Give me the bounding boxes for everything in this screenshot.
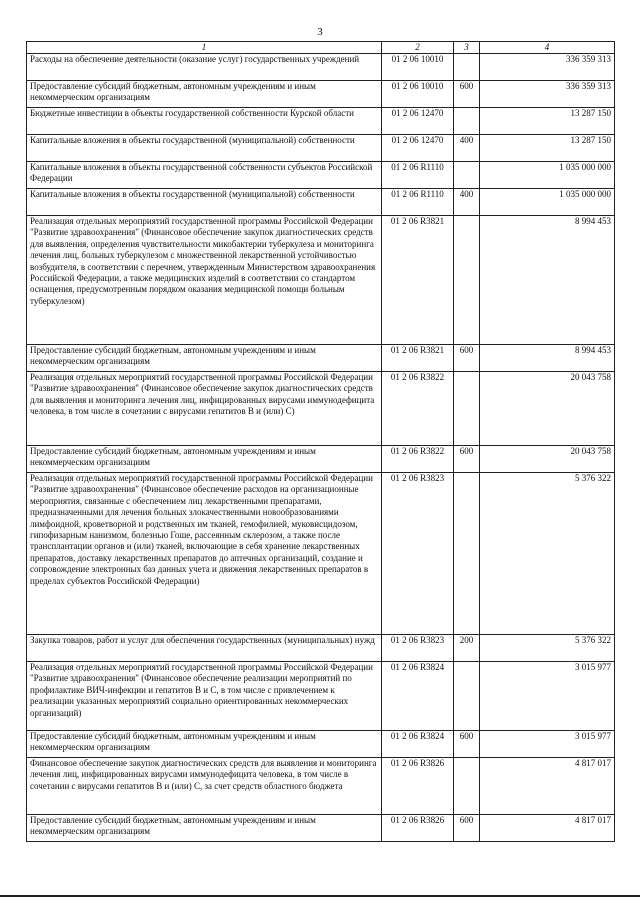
row-type: 600 — [454, 815, 480, 842]
table-row — [27, 815, 615, 842]
row-type — [454, 162, 480, 189]
header-row — [27, 42, 615, 54]
table-row — [27, 162, 615, 189]
row-amount: 20 043 758 — [480, 446, 615, 473]
row-name: Капитальные вложения в объекты государственной (муниципальной) собственности — [27, 189, 382, 216]
row-name: Предоставление субсидий бюджетным, автономным учреждениям и иным некоммерческим организациям — [27, 81, 382, 108]
budget-table — [26, 41, 615, 842]
table-row — [27, 189, 615, 216]
table-row — [27, 731, 615, 758]
row-type: 600 — [454, 446, 480, 473]
row-name: Предоставление субсидий бюджетным, автономным учреждениям и иным некоммерческим организациям — [27, 446, 382, 473]
row-amount: 3 015 977 — [480, 662, 615, 731]
table-row — [27, 758, 615, 815]
row-amount: 13 287 150 — [480, 135, 615, 162]
row-amount: 336 359 313 — [480, 81, 615, 108]
row-type — [454, 372, 480, 446]
row-amount: 336 359 313 — [480, 54, 615, 81]
table-row — [27, 345, 615, 372]
row-code: 01 2 06 12470 — [382, 108, 454, 135]
row-amount: 8 994 453 — [480, 345, 615, 372]
row-amount: 4 817 017 — [480, 758, 615, 815]
row-name: Реализация отдельных мероприятий государственной программы Российской Федерации "Развитие здравоохранения" (Финансовое обеспечение реализации мероприятий по профилактике ВИЧ-инфекции и гепатитов B и C, в том числе с привлечением к реализации указанных мероприятий социально ориентированных некоммерческих организаций) — [27, 662, 382, 731]
row-type — [454, 758, 480, 815]
table-row — [27, 216, 615, 345]
row-amount: 13 287 150 — [480, 108, 615, 135]
row-name: Расходы на обеспечение деятельности (оказание услуг) государственных учреждений — [27, 54, 382, 81]
table-row — [27, 446, 615, 473]
header-col-code: 2 — [382, 42, 454, 54]
row-code: 01 2 06 10010 — [382, 54, 454, 81]
row-code: 01 2 06 12470 — [382, 135, 454, 162]
row-type — [454, 473, 480, 635]
row-type — [454, 108, 480, 135]
row-code: 01 2 06 R1110 — [382, 162, 454, 189]
row-name: Предоставление субсидий бюджетным, автономным учреждениям и иным некоммерческим организациям — [27, 815, 382, 842]
table-row — [27, 662, 615, 731]
row-name: Реализация отдельных мероприятий государственной программы Российской Федерации "Развитие здравоохранения" (Финансовое обеспечение расходов на организационные мероприятия, связанные с обеспечением лиц лекарственными препаратами, предназначенными для лечения больных злокачественными новообразованиями лимфоидной, кроветворной и родственных им тканей, гемофилией, муковисцидозом, гипофизарным нанизмом, болезнью Гоше, рассеянным склерозом, а также после трансплантации органов и (или) тканей, включающие в себя хранение лекарственных препаратов, доставку лекарственных препаратов до аптечных организаций, создание и сопровождение электронных баз данных учета и движения лекарственных препаратов в пределах субъектов Российской Федерации) — [27, 473, 382, 635]
row-type — [454, 54, 480, 81]
row-type — [454, 216, 480, 345]
row-code: 01 2 06 R3823 — [382, 473, 454, 635]
row-code: 01 2 06 R3824 — [382, 662, 454, 731]
header-col-type: 3 — [454, 42, 480, 54]
table-row — [27, 81, 615, 108]
header-col-amount: 4 — [480, 42, 615, 54]
row-name: Финансовое обеспечение закупок диагностических средств для выявления и мониторинга лечения лиц, инфицированных вирусами иммунодефицита человека, в том числе в сочетании с вирусами гепатитов B и (или) C, за счет средств областного бюджета — [27, 758, 382, 815]
row-name: Бюджетные инвестиции в объекты государственной собственности Курской области — [27, 108, 382, 135]
row-code: 01 2 06 R3826 — [382, 758, 454, 815]
header-col-name: 1 — [27, 42, 382, 54]
table-row — [27, 54, 615, 81]
row-type: 600 — [454, 345, 480, 372]
row-type — [454, 662, 480, 731]
row-code: 01 2 06 R1110 — [382, 189, 454, 216]
row-name: Капитальные вложения в объекты государственной собственности субъектов Российской Федерации — [27, 162, 382, 189]
row-name: Предоставление субсидий бюджетным, автономным учреждениям и иным некоммерческим организациям — [27, 731, 382, 758]
row-code: 01 2 06 R3822 — [382, 372, 454, 446]
row-type: 600 — [454, 731, 480, 758]
row-amount: 1 035 000 000 — [480, 189, 615, 216]
row-amount: 3 015 977 — [480, 731, 615, 758]
row-type: 200 — [454, 635, 480, 662]
page-number: 3 — [317, 26, 323, 38]
row-name: Реализация отдельных мероприятий государственной программы Российской Федерации "Развитие здравоохранения" (Финансовое обеспечение закупок диагностических средств для выявления и мониторинга лечения лиц, инфицированных вирусами иммунодефицита человека, в том числе в сочетании с вирусами гепатитов B и (или) C) — [27, 372, 382, 446]
row-code: 01 2 06 R3822 — [382, 446, 454, 473]
row-name: Капитальные вложения в объекты государственной (муниципальной) собственности — [27, 135, 382, 162]
table-row — [27, 372, 615, 446]
table-row — [27, 473, 615, 635]
table-row — [27, 135, 615, 162]
row-type: 400 — [454, 135, 480, 162]
row-code: 01 2 06 R3824 — [382, 731, 454, 758]
row-amount: 5 376 322 — [480, 473, 615, 635]
row-code: 01 2 06 R3821 — [382, 345, 454, 372]
row-name: Предоставление субсидий бюджетным, автономным учреждениям и иным некоммерческим организациям — [27, 345, 382, 372]
row-name: Закупка товаров, работ и услуг для обеспечения государственных (муниципальных) нужд — [27, 635, 382, 662]
row-amount: 4 817 017 — [480, 815, 615, 842]
row-code: 01 2 06 10010 — [382, 81, 454, 108]
row-amount: 20 043 758 — [480, 372, 615, 446]
row-amount: 8 994 453 — [480, 216, 615, 345]
row-name: Реализация отдельных мероприятий государственной программы Российской Федерации "Развитие здравоохранения" (Финансовое обеспечение закупок диагностических средств для выявления, определения чувствительности микобактерии туберкулеза и мониторинга лечения лиц, больных туберкулезом с множественной лекарственной устойчивостью возбудителя, в соответствии с перечнем, утвержденным Министерством здравоохранения Российской Федерации, а также медицинских изделий в соответствии со стандартом оснащения, предусмотренным порядком оказания медицинской помощи больным туберкулезом) — [27, 216, 382, 345]
row-amount: 1 035 000 000 — [480, 162, 615, 189]
row-code: 01 2 06 R3826 — [382, 815, 454, 842]
row-amount: 5 376 322 — [480, 635, 615, 662]
table-row — [27, 635, 615, 662]
bottom-divider — [0, 895, 640, 897]
row-type: 600 — [454, 81, 480, 108]
table-row — [27, 108, 615, 135]
row-code: 01 2 06 R3823 — [382, 635, 454, 662]
row-type: 400 — [454, 189, 480, 216]
row-code: 01 2 06 R3821 — [382, 216, 454, 345]
